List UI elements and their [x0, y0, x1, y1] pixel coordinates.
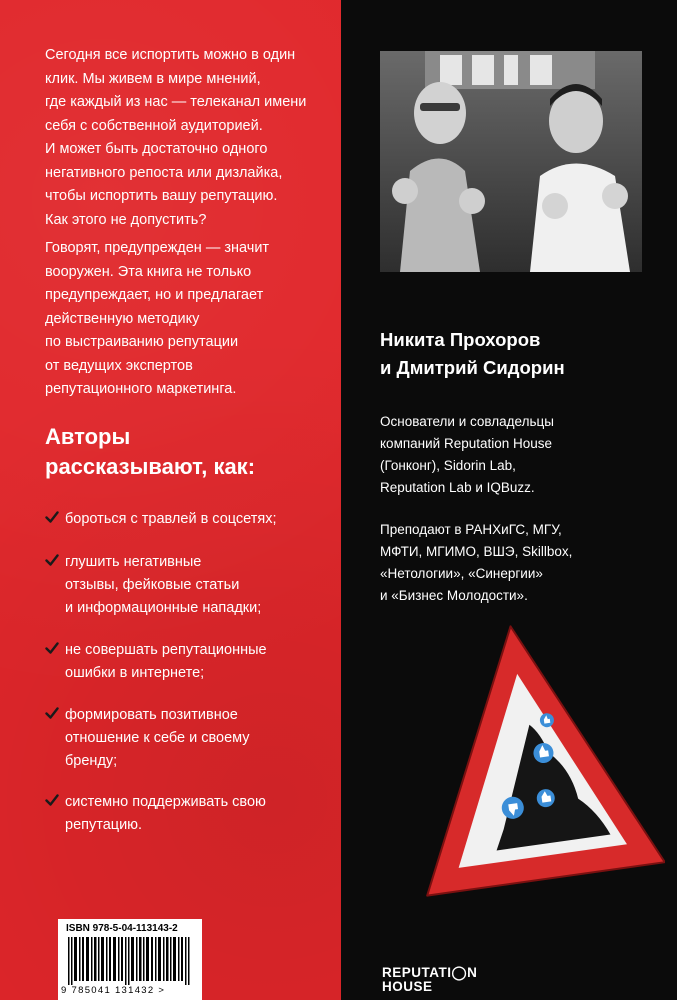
- text-line: Reputation Lab и IQBuzz.: [380, 480, 535, 495]
- text-line: репутационного маркетинга.: [45, 381, 237, 397]
- text-line: по выстраиванию репутации: [45, 334, 239, 350]
- text-line: чтобы испортить вашу репутацию.: [45, 188, 278, 204]
- authors-photo-illustration: [380, 51, 642, 272]
- text-line: ошибки в интернете;: [65, 665, 205, 681]
- checkmark-icon: [45, 793, 59, 807]
- checkmark-icon: [45, 641, 59, 655]
- text-line: компаний Reputation House: [380, 436, 553, 451]
- text-line: и «Бизнес Молодости».: [380, 588, 528, 603]
- intro-paragraph-2: [45, 237, 335, 402]
- text-line: действенную методику: [45, 310, 200, 327]
- authors-bio-teaching: [380, 519, 572, 607]
- heading-line: рассказывают, как:: [45, 454, 256, 479]
- text-line: Сегодня все испортить можно в один: [45, 47, 296, 63]
- text-line: предупреждает, но и предлагает: [45, 287, 264, 303]
- text-line: и информационные нападки;: [65, 600, 262, 616]
- text-line: клик. Мы живем в мире мнений,: [45, 70, 261, 87]
- bullet-text: [65, 791, 266, 837]
- text-line: от ведущих экспертов: [45, 357, 193, 374]
- bullet-text: [65, 639, 267, 685]
- text-line: Как этого не допустить?: [45, 211, 207, 228]
- text-line: Основатели и совладельцы: [380, 414, 554, 429]
- bullet-text: [65, 704, 250, 773]
- text-line: Говорят, предупрежден — значит: [45, 240, 270, 256]
- intro-paragraph-1: [45, 44, 335, 232]
- text-line: «Нетологии», «Синергии»: [380, 566, 543, 581]
- text-line: репутацию.: [65, 817, 143, 833]
- heading-line: Авторы: [45, 424, 131, 449]
- barcode-bars: [68, 937, 192, 985]
- authors-photo: [380, 51, 642, 272]
- author-line: и Дмитрий Сидорин: [380, 357, 565, 378]
- publisher-logo: [382, 966, 477, 994]
- barcode-digits: 9 785041 131432 >: [61, 985, 166, 996]
- isbn-barcode: [58, 919, 202, 1000]
- text-line: себя с собственной аудиторией.: [45, 117, 263, 134]
- text-line: формировать позитивное: [65, 707, 238, 723]
- text-line: отношение к себе и своему: [65, 730, 250, 746]
- bullet-text: [65, 508, 277, 531]
- logo-line: HOUSE: [382, 979, 433, 994]
- warning-road-sign-image: [395, 605, 665, 915]
- text-line: системно поддерживать свою: [65, 794, 266, 810]
- text-line: (Гонконг), Sidorin Lab,: [380, 458, 516, 473]
- checkmark-icon: [45, 510, 59, 524]
- checkmark-icon: [45, 553, 59, 567]
- text-line: МФТИ, МГИМО, ВШЭ, Skillbox,: [380, 544, 573, 559]
- text-line: где каждый из нас — телеканал имени: [45, 94, 307, 110]
- text-line: негативного репоста или дизлайка,: [45, 164, 283, 181]
- text-line: И может быть достаточно одного: [45, 141, 268, 157]
- authors-bio-companies: [380, 411, 554, 499]
- text-line: бороться с травлей в соцсетях;: [65, 511, 277, 527]
- text-line: Преподают в РАНХиГС, МГУ,: [380, 522, 562, 537]
- text-line: отзывы, фейковые статьи: [65, 577, 240, 593]
- logo-line: REPUTATI◯N: [382, 965, 478, 980]
- text-line: не совершать репутационные: [65, 642, 267, 658]
- text-line: бренду;: [65, 753, 118, 769]
- isbn-number: ISBN 978-5-04-113143-2: [66, 923, 178, 934]
- text-line: глушить негативные: [65, 554, 202, 570]
- bullet-text: [65, 551, 261, 620]
- section-heading: [45, 422, 255, 482]
- text-line: вооружен. Эта книга не только: [45, 263, 252, 280]
- author-line: Никита Прохоров: [380, 329, 541, 350]
- checkmark-icon: [45, 706, 59, 720]
- author-names: [380, 326, 565, 382]
